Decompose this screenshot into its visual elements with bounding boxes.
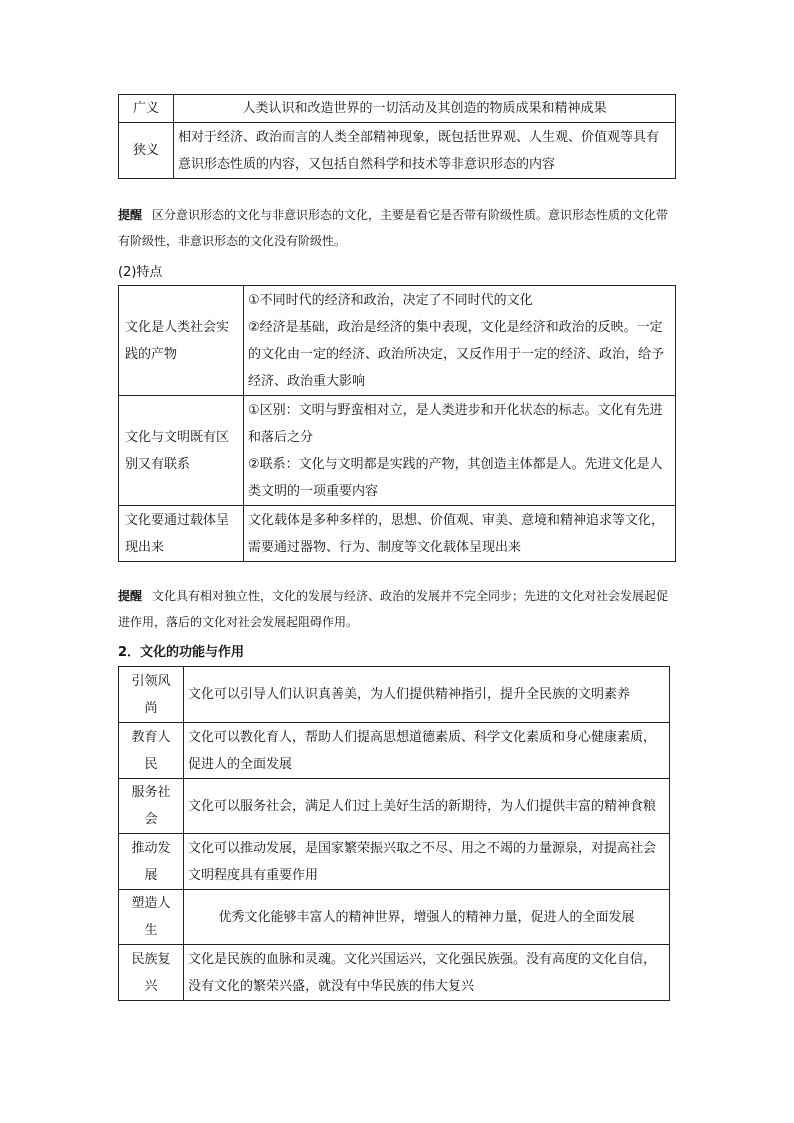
table-row xyxy=(119,506,676,562)
row-label: 塑造人生 xyxy=(119,890,184,945)
row-label: 文化与文明既有区别又有联系 xyxy=(119,396,244,506)
tip-note xyxy=(118,583,678,635)
row-text: 相对于经济、政治而言的人类全部精神现象，既包括世界观、人生观、价值观等具有意识形态性质的内容，又包括自然科学和技术等非意识形态的内容 xyxy=(174,123,676,179)
row-text xyxy=(244,286,676,396)
row-text: 文化可以引导人们认识真善美，为人们提供精神指引，提升全民族的文明素养 xyxy=(184,667,670,723)
culture-definition-table xyxy=(118,94,676,179)
row-text: 文化是民族的血脉和灵魂。文化兴国运兴，文化强民族强。没有高度的文化自信，没有文化的繁荣兴盛，就没有中华民族的伟大复兴 xyxy=(184,945,670,1001)
table-row xyxy=(119,834,670,890)
culture-functions-table xyxy=(118,666,670,1001)
row-text: 文化可以教化育人，帮助人们提高思想道德素质、科学文化素质和身心健康素质，促进人的全面发展 xyxy=(184,723,670,779)
culture-features-table xyxy=(118,285,676,562)
tip-note xyxy=(118,202,678,254)
row-label: 服务社会 xyxy=(119,779,184,834)
row-label: 民族复兴 xyxy=(119,945,184,1001)
row-text: 人类认识和改造世界的一切活动及其创造的物质成果和精神成果 xyxy=(174,95,676,123)
table-row xyxy=(119,890,670,945)
table-row xyxy=(119,945,670,1001)
row-label: 引领风尚 xyxy=(119,667,184,723)
table-row xyxy=(119,723,670,779)
row-line: 文化载体是多种多样的，思想、价值观、审美、意境和精神追求等文化，需要通过器物、行为、制度等文化载体呈现出来 xyxy=(248,512,665,555)
row-line: ①不同时代的经济和政治，决定了不同时代的文化 xyxy=(248,292,533,308)
heading-text: 2．文化的功能与作用 xyxy=(118,645,245,660)
row-label: 狭义 xyxy=(119,123,174,179)
tip-label: 提醒 xyxy=(118,208,143,222)
tip-text: 区分意识形态的文化与非意识形态的文化，主要是看它是否带有阶级性质。意识形态性质的文化带有阶级性，非意识形态的文化没有阶级性。 xyxy=(118,208,669,248)
tip-label: 提醒 xyxy=(118,589,143,603)
row-line: ②经济是基础，政治是经济的集中表现，文化是经济和政治的反映。一定的文化由一定的经济、政治所决定，又反作用于一定的经济、政治，给予经济、政治重大影响 xyxy=(248,319,665,389)
row-text: 文化可以服务社会，满足人们过上美好生活的新期待，为人们提供丰富的精神食粮 xyxy=(184,779,670,834)
table-row xyxy=(119,95,676,123)
section-heading-functions xyxy=(118,641,244,660)
row-text xyxy=(244,396,676,506)
row-label: 文化要通过载体呈现出来 xyxy=(119,506,244,562)
tip-text: 文化具有相对独立性，文化的发展与经济、政治的发展并不完全同步；先进的文化对社会发展起促进作用，落后的文化对社会发展起阻碍作用。 xyxy=(118,589,669,629)
table-row xyxy=(119,779,670,834)
row-label: 广义 xyxy=(119,95,174,123)
row-line: ①区别：文明与野蛮相对立，是人类进步和开化状态的标志。文化有先进和落后之分 xyxy=(248,402,663,445)
row-label: 文化是人类社会实践的产物 xyxy=(119,286,244,396)
row-text: 优秀文化能够丰富人的精神世界，增强人的精神力量，促进人的全面发展 xyxy=(184,890,670,945)
row-text: 文化可以推动发展，是国家繁荣振兴取之不尽、用之不竭的力量源泉，对提高社会文明程度具有重要作用 xyxy=(184,834,670,890)
table-row xyxy=(119,286,676,396)
table-row xyxy=(119,396,676,506)
row-label: 教育人民 xyxy=(119,723,184,779)
section-heading-features: (2)特点 xyxy=(118,265,163,280)
table-row xyxy=(119,667,670,723)
table-row xyxy=(119,123,676,179)
row-text xyxy=(244,506,676,562)
row-label: 推动发展 xyxy=(119,834,184,890)
row-line: ②联系：文化与文明都是实践的产物，其创造主体都是人。先进文化是人类文明的一项重要内容 xyxy=(248,456,663,499)
